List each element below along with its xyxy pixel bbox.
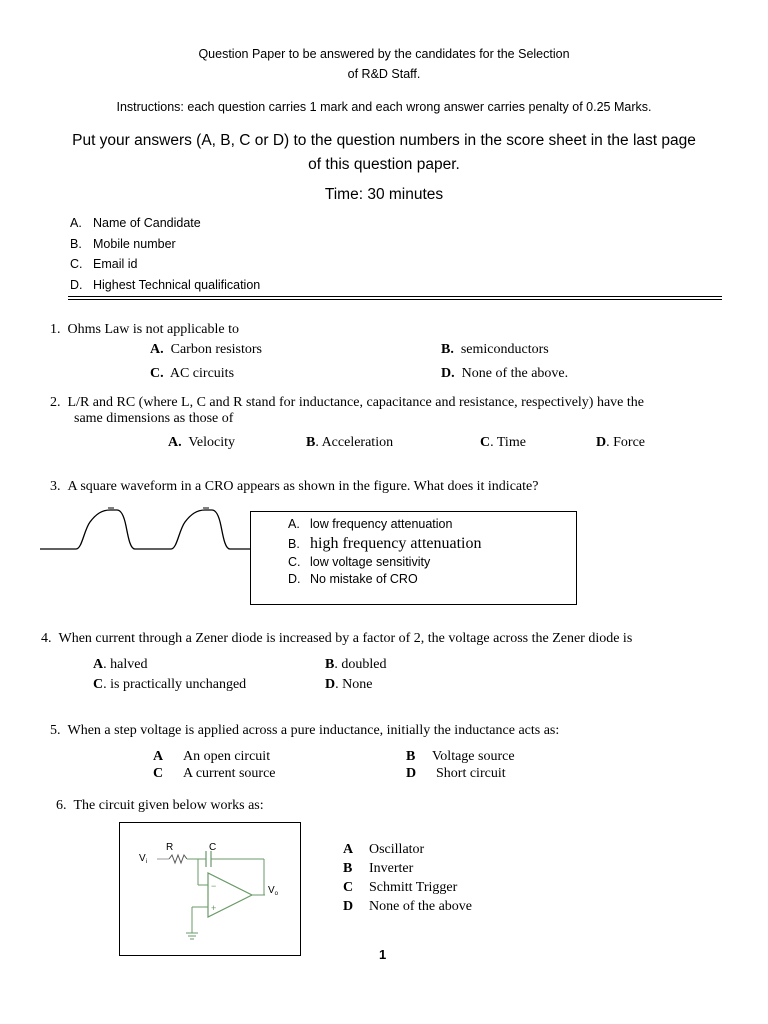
q5-option-b: B Voltage source bbox=[406, 749, 515, 764]
vi-label: $V_i$ bbox=[139, 853, 148, 865]
q2-option-c: C. Time bbox=[480, 435, 526, 450]
q6-option-a: A Oscillator bbox=[343, 842, 425, 857]
waveform-trace bbox=[40, 510, 250, 549]
vo-label: $V_o$ bbox=[268, 885, 279, 897]
page-number: 1 bbox=[379, 947, 387, 962]
header-line-2: of R&D Staff. bbox=[347, 67, 421, 81]
candidate-field-email: C. Email id bbox=[70, 257, 138, 271]
q4-option-a: A. halved bbox=[93, 657, 148, 672]
q3-option-c: C. low voltage sensitivity bbox=[288, 555, 431, 569]
question-2: 2. L/R and RC (where L, C and R stand for inductance, capacitance and resistance, respectively) have the bbox=[50, 395, 644, 410]
answer-instructions bbox=[0, 129, 768, 177]
header-line-1: Question Paper to be answered by the candidates for the Selection bbox=[198, 47, 570, 61]
capacitor-label: C bbox=[209, 842, 217, 853]
answer-instructions-line-1: Put your answers (A, B, C or D) to the question numbers in the score sheet in the last page bbox=[72, 132, 696, 149]
q4-option-d: D. None bbox=[325, 677, 373, 692]
q3-option-a: A. low frequency attenuation bbox=[288, 517, 453, 531]
time-limit: Time: 30 minutes bbox=[324, 186, 444, 203]
answer-instructions-line-2: of this question paper. bbox=[308, 156, 460, 173]
q4-option-c: C. is practically unchanged bbox=[93, 677, 247, 692]
candidate-field-mobile: B. Mobile number bbox=[70, 237, 176, 251]
q4-option-b: B. doubled bbox=[325, 657, 387, 672]
q6-option-b: B Inverter bbox=[343, 861, 414, 876]
q3-options-box bbox=[250, 511, 577, 605]
q6-option-d: D None of the above bbox=[343, 899, 473, 914]
resistor-label: R bbox=[166, 842, 174, 853]
q5-option-a: A An open circuit bbox=[153, 749, 271, 764]
question-5: 5. When a step voltage is applied across a pure inductance, initially the inductance acts as: bbox=[50, 723, 560, 738]
opamp-circuit-diagram bbox=[120, 823, 300, 955]
circuit-figure-box bbox=[119, 822, 301, 956]
question-3: 3. A square waveform in a CRO appears as shown in the figure. What does it indicate? bbox=[50, 479, 539, 494]
opamp-plus: + bbox=[211, 903, 217, 913]
header-title bbox=[0, 44, 768, 84]
q1-option-a: A. Carbon resistors bbox=[150, 342, 263, 357]
divider-top bbox=[68, 296, 722, 297]
q1-option-d: D. None of the above. bbox=[441, 366, 569, 381]
q5-option-d: D Short circuit bbox=[406, 766, 506, 781]
question-1: 1. Ohms Law is not applicable to bbox=[50, 322, 239, 337]
divider-bottom bbox=[68, 299, 722, 300]
q1-option-b: B. semiconductors bbox=[441, 342, 549, 357]
q2-option-a: A. Velocity bbox=[168, 435, 236, 450]
candidate-field-qualification: D. Highest Technical qualification bbox=[70, 278, 261, 292]
opamp-minus: − bbox=[211, 881, 217, 891]
q2-option-b: B. Acceleration bbox=[306, 435, 394, 450]
q3-option-d: D. No mistake of CRO bbox=[288, 572, 418, 586]
question-4: 4. When current through a Zener diode is increased by a factor of 2, the voltage across the Zener diode is bbox=[41, 631, 633, 646]
question-2-continued: same dimensions as those of bbox=[74, 411, 234, 426]
square-waveform-figure bbox=[38, 500, 253, 560]
instructions: Instructions: each question carries 1 mark and each wrong answer carries penalty of 0.25 Marks. bbox=[116, 100, 652, 114]
resistor-symbol bbox=[169, 855, 187, 863]
q5-option-c: C A current source bbox=[153, 766, 276, 781]
candidate-field-name: A. Name of Candidate bbox=[70, 216, 201, 230]
q6-option-c: C Schmitt Trigger bbox=[343, 880, 458, 895]
q2-option-d: D. Force bbox=[596, 435, 646, 450]
q1-option-c: C. AC circuits bbox=[150, 366, 235, 381]
question-6: 6. The circuit given below works as: bbox=[56, 798, 264, 813]
q3-option-b: B. high frequency attenuation bbox=[288, 535, 482, 552]
